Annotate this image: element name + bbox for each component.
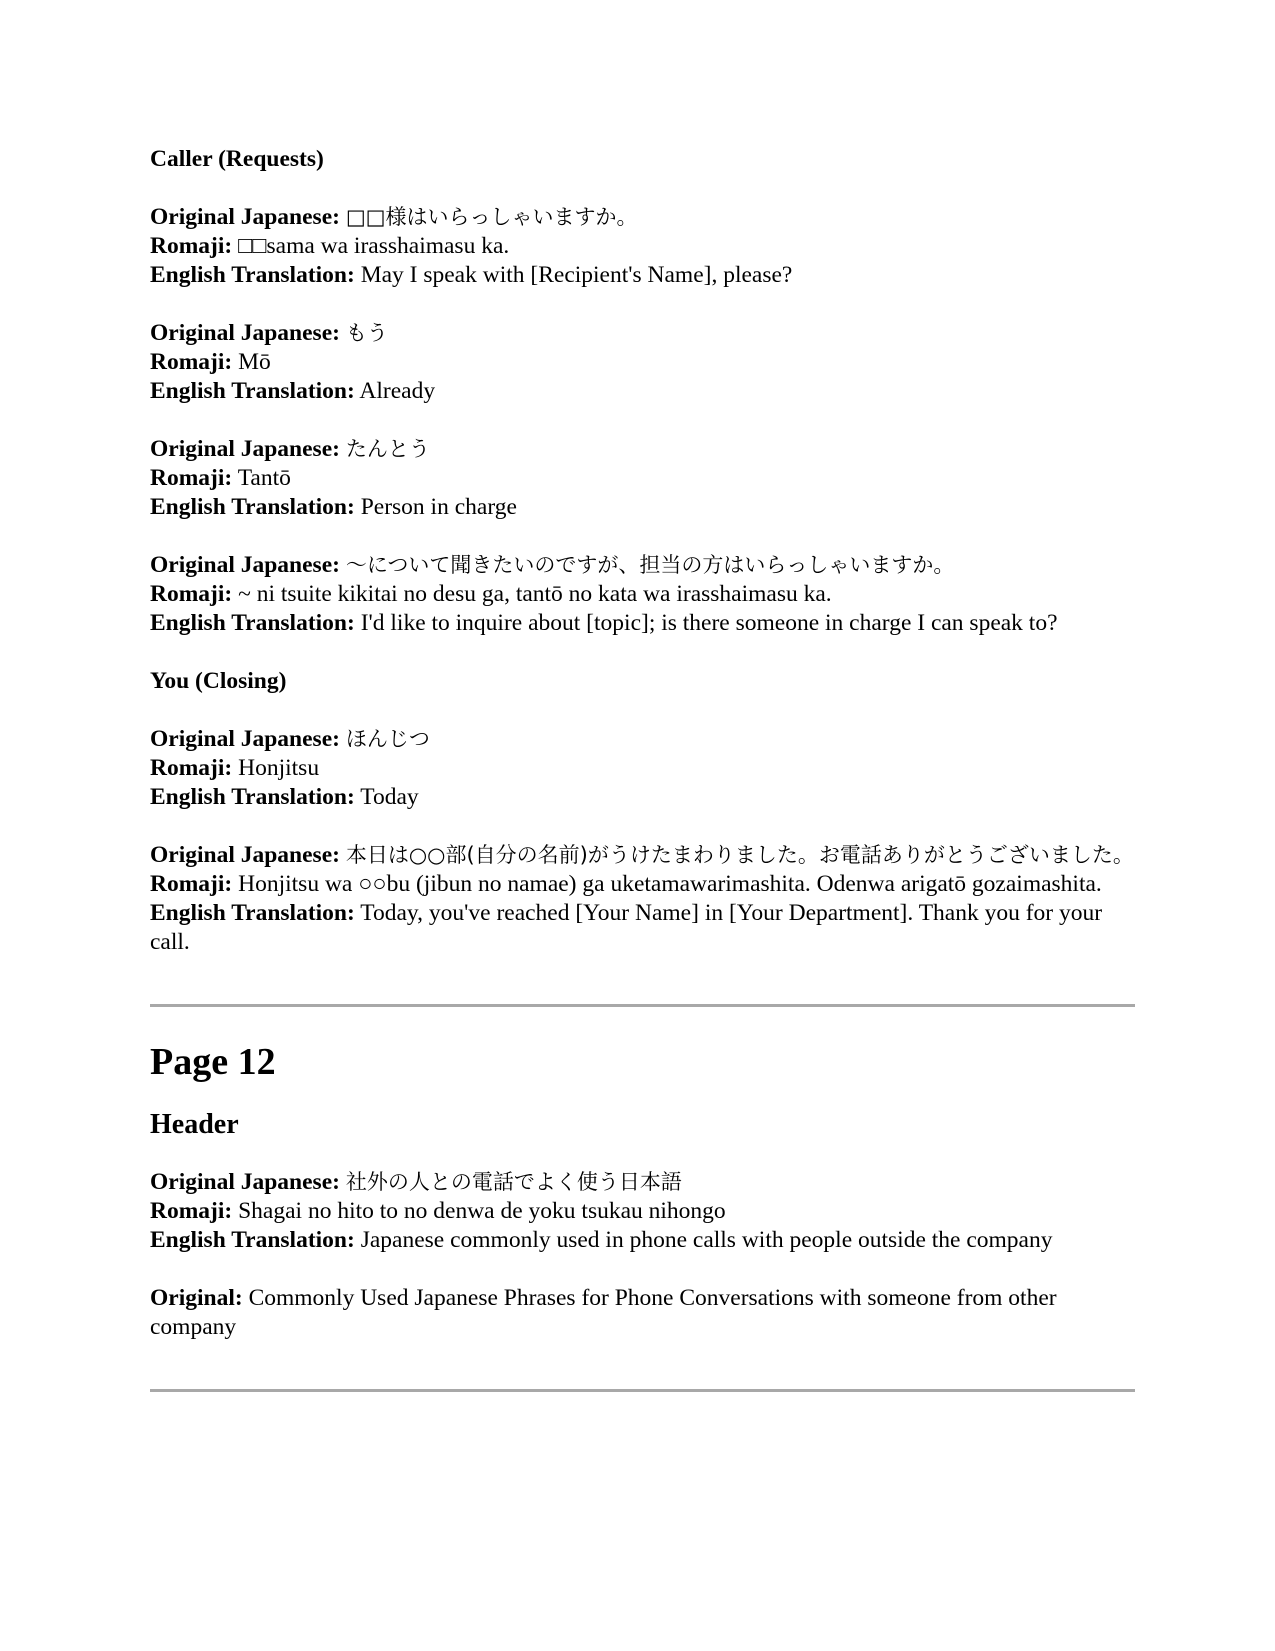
- romaji-text: Shagai no hito to no denwa de yoku tsukau nihongo: [238, 1198, 726, 1224]
- phrase-entry: [150, 841, 1135, 957]
- english-translation-label: English Translation:: [150, 1227, 355, 1253]
- phrase-entry: [150, 551, 1135, 638]
- romaji-label: Romaji:: [150, 581, 233, 607]
- original-text: Commonly Used Japanese Phrases for Phone Conversations with someone from other company: [150, 1285, 1057, 1340]
- english-text: May I speak with [Recipient's Name], please?: [360, 262, 793, 288]
- section-divider: [150, 1389, 1135, 1392]
- japanese-text: □□様はいらっしゃいますか。: [345, 205, 638, 229]
- phrase-entry: [150, 725, 1135, 812]
- original-entry: [150, 1284, 1135, 1342]
- original-japanese-label: Original Japanese:: [150, 726, 340, 752]
- phrase-entry: [150, 319, 1135, 406]
- japanese-text: たんとう: [345, 437, 430, 461]
- romaji-text: Honjitsu: [238, 755, 320, 781]
- english-translation-label: English Translation:: [150, 900, 355, 926]
- romaji-text: Mō: [238, 349, 271, 375]
- section-title-caller: Caller (Requests): [150, 146, 324, 172]
- english-text: Today, you've reached [Your Name] in [Your Department]. Thank you for your call.: [150, 900, 1103, 955]
- japanese-text: 社外の人との電話でよく使う日本語: [345, 1170, 682, 1194]
- romaji-text: ~ ni tsuite kikitai no desu ga, tantō no kata wa irasshaimasu ka.: [238, 581, 832, 607]
- romaji-label: Romaji:: [150, 871, 233, 897]
- section-title-you-closing: You (Closing): [150, 668, 287, 694]
- romaji-label: Romaji:: [150, 1198, 233, 1224]
- original-japanese-label: Original Japanese:: [150, 842, 340, 868]
- english-text: Person in charge: [360, 494, 517, 520]
- english-text: Today: [360, 784, 419, 810]
- phrase-entry: [150, 203, 1135, 290]
- romaji-label: Romaji:: [150, 349, 233, 375]
- japanese-text: 本日は○○部(自分の名前)がうけたまわりました。お電話ありがとうございました。: [345, 843, 1134, 867]
- romaji-label: Romaji:: [150, 755, 233, 781]
- english-translation-label: English Translation:: [150, 262, 355, 288]
- phrase-entry: [150, 1168, 1135, 1255]
- english-translation-label: English Translation:: [150, 378, 355, 404]
- english-text: Japanese commonly used in phone calls with people outside the company: [360, 1227, 1053, 1253]
- original-japanese-label: Original Japanese:: [150, 1169, 340, 1195]
- japanese-text: 〜について聞きたいのですが、担当の方はいらっしゃいますか。: [345, 553, 955, 577]
- phrase-entry: [150, 435, 1135, 522]
- english-translation-label: English Translation:: [150, 784, 355, 810]
- original-label: Original:: [150, 1285, 243, 1311]
- romaji-text: □□sama wa irasshaimasu ka.: [238, 233, 510, 259]
- original-japanese-label: Original Japanese:: [150, 436, 340, 462]
- original-japanese-label: Original Japanese:: [150, 204, 340, 230]
- romaji-text: Honjitsu wa ○○bu (jibun no namae) ga uketamawarimashita. Odenwa arigatō gozaimashita.: [238, 871, 1102, 897]
- original-japanese-label: Original Japanese:: [150, 552, 340, 578]
- english-text: Already: [359, 378, 436, 404]
- english-translation-label: English Translation:: [150, 610, 355, 636]
- english-translation-label: English Translation:: [150, 494, 355, 520]
- japanese-text: ほんじつ: [345, 727, 430, 751]
- romaji-label: Romaji:: [150, 233, 233, 259]
- romaji-text: Tantō: [237, 465, 291, 491]
- header-heading: Header: [150, 1109, 239, 1140]
- original-japanese-label: Original Japanese:: [150, 320, 340, 346]
- document-page: [150, 145, 1135, 1392]
- section-divider: [150, 1004, 1135, 1007]
- page-title: Page 12: [150, 1041, 276, 1083]
- japanese-text: もう: [345, 321, 388, 345]
- romaji-label: Romaji:: [150, 465, 233, 491]
- english-text: I'd like to inquire about [topic]; is there someone in charge I can speak to?: [360, 610, 1058, 636]
